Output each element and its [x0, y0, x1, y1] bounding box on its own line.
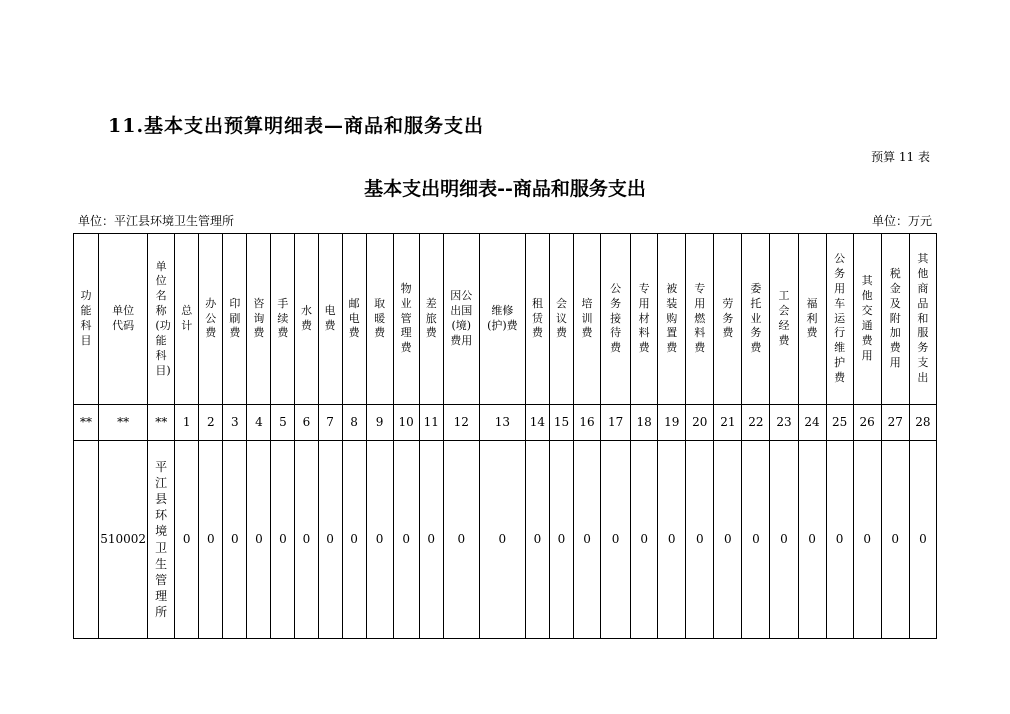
header-label: 被装购置费	[666, 281, 678, 355]
header-cell	[658, 234, 686, 405]
code-cell: **	[99, 405, 148, 441]
header-label: 租赁费	[531, 296, 543, 340]
header-cell	[742, 234, 770, 405]
code-cell: 3	[223, 405, 247, 441]
header-label: 功能科目	[80, 289, 92, 347]
header-cell	[223, 234, 247, 405]
code-cell: 16	[574, 405, 601, 441]
header-cell	[631, 234, 658, 405]
value-cell: 0	[798, 441, 826, 639]
header-label: 单位名称(功能科目)	[155, 259, 171, 377]
header-label: 公务接待费	[610, 281, 622, 355]
value-cell: 0	[223, 441, 247, 639]
code-cell: 27	[881, 405, 909, 441]
value-cell: 0	[658, 441, 686, 639]
value-cell: 0	[199, 441, 223, 639]
code-cell: 5	[271, 405, 295, 441]
code-cell: 26	[853, 405, 881, 441]
value-cell: 0	[342, 441, 366, 639]
header-label: 专用燃料费	[694, 281, 706, 355]
code-cell: 10	[393, 405, 419, 441]
header-cell	[419, 234, 443, 405]
value-cell: 0	[393, 441, 419, 639]
unit-name-cell	[148, 441, 175, 639]
value-cell: 0	[631, 441, 658, 639]
header-label: 邮电费	[348, 296, 360, 340]
header-cell	[601, 234, 631, 405]
header-label: 印刷费	[229, 296, 241, 340]
code-cell: 1	[175, 405, 199, 441]
header-cell	[99, 234, 148, 405]
header-cell	[909, 234, 936, 405]
value-cell: 0	[826, 441, 853, 639]
header-label: 水费	[300, 304, 312, 332]
expenditure-table	[73, 233, 937, 639]
header-cell	[366, 234, 393, 405]
header-label: 物业管理费	[400, 281, 412, 355]
unit-name-label: 单位：平江县环境卫生管理所	[78, 214, 235, 228]
value-cell: 0	[742, 441, 770, 639]
header-cell	[295, 234, 318, 405]
header-cell	[853, 234, 881, 405]
value-cell: 0	[770, 441, 798, 639]
value-cell: 0	[574, 441, 601, 639]
value-cell: 0	[247, 441, 271, 639]
code-cell: 7	[318, 405, 342, 441]
value-cell: 0	[601, 441, 631, 639]
header-label: 维修(护)费	[487, 304, 518, 332]
value-cell: 0	[366, 441, 393, 639]
code-cell: 17	[601, 405, 631, 441]
header-label: 公务用车运行维护费	[834, 252, 846, 384]
code-cell: 8	[342, 405, 366, 441]
header-cell	[549, 234, 573, 405]
code-cell: 11	[419, 405, 443, 441]
header-cell	[479, 234, 525, 405]
code-cell: 20	[686, 405, 714, 441]
value-cell: 0	[525, 441, 549, 639]
header-cell	[247, 234, 271, 405]
code-cell: 13	[479, 405, 525, 441]
code-cell: 12	[443, 405, 479, 441]
value-cell: 0	[909, 441, 936, 639]
header-label: 工会经费	[778, 289, 790, 347]
form-number: 预算 11 表	[871, 150, 930, 164]
code-cell: 24	[798, 405, 826, 441]
code-cell: 18	[631, 405, 658, 441]
table-row	[74, 441, 937, 639]
unit-code-cell: 510002	[99, 441, 148, 639]
header-label: 委托业务费	[750, 281, 762, 355]
header-cell	[271, 234, 295, 405]
header-label: 会议费	[555, 296, 567, 340]
document-title: 11.基本支出预算明细表—商品和服务支出	[108, 115, 485, 137]
table-title: 基本支出明细表--商品和服务支出	[364, 178, 646, 200]
header-cell	[686, 234, 714, 405]
code-cell: 25	[826, 405, 853, 441]
code-cell: **	[74, 405, 99, 441]
header-label: 其他交通费用	[861, 274, 873, 362]
value-cell: 0	[853, 441, 881, 639]
header-label: 劳务费	[722, 296, 734, 340]
header-label: 单位代码	[112, 304, 135, 332]
column-code-row	[74, 405, 937, 441]
code-cell: 28	[909, 405, 936, 441]
code-cell: 4	[247, 405, 271, 441]
header-cell	[318, 234, 342, 405]
header-cell	[714, 234, 742, 405]
header-cell	[443, 234, 479, 405]
code-cell: 19	[658, 405, 686, 441]
code-cell: 6	[295, 405, 318, 441]
header-cell	[393, 234, 419, 405]
header-label: 因公出国(境)费用	[450, 289, 473, 347]
header-cell	[148, 234, 175, 405]
code-cell: 15	[549, 405, 573, 441]
code-cell: 2	[199, 405, 223, 441]
value-cell: 0	[881, 441, 909, 639]
header-cell	[798, 234, 826, 405]
value-cell: 0	[443, 441, 479, 639]
code-cell: 22	[742, 405, 770, 441]
value-cell: 0	[549, 441, 573, 639]
header-cell	[175, 234, 199, 405]
unit-currency-label: 单位：万元	[871, 214, 932, 228]
header-label: 税金及附加费用	[889, 267, 901, 370]
header-cell	[525, 234, 549, 405]
header-label: 办公费	[205, 296, 217, 340]
header-cell	[881, 234, 909, 405]
value-cell: 0	[479, 441, 525, 639]
header-label: 差旅费	[425, 296, 437, 340]
header-cell	[826, 234, 853, 405]
value-cell: 0	[318, 441, 342, 639]
value-cell: 0	[175, 441, 199, 639]
value-cell: 0	[686, 441, 714, 639]
function-subject-cell	[74, 441, 99, 639]
code-cell: 14	[525, 405, 549, 441]
header-cell	[770, 234, 798, 405]
header-label: 咨询费	[253, 296, 265, 340]
header-label: 电费	[324, 304, 336, 332]
header-label: 总计	[181, 304, 193, 332]
code-cell: 9	[366, 405, 393, 441]
header-label: 手续费	[277, 296, 289, 340]
header-cell	[342, 234, 366, 405]
value-cell: 0	[271, 441, 295, 639]
code-cell: 21	[714, 405, 742, 441]
header-label: 专用材料费	[638, 281, 650, 355]
code-cell: **	[148, 405, 175, 441]
header-label: 福利费	[806, 296, 818, 340]
code-cell: 23	[770, 405, 798, 441]
header-cell	[574, 234, 601, 405]
unit-name-text: 平江县环境卫生管理所	[155, 459, 168, 620]
header-label: 取暖费	[374, 296, 386, 340]
header-row	[74, 234, 937, 405]
header-label: 培训费	[581, 296, 593, 340]
value-cell: 0	[295, 441, 318, 639]
header-cell	[199, 234, 223, 405]
header-label: 其他商品和服务支出	[917, 252, 929, 384]
value-cell: 0	[714, 441, 742, 639]
header-cell	[74, 234, 99, 405]
value-cell: 0	[419, 441, 443, 639]
